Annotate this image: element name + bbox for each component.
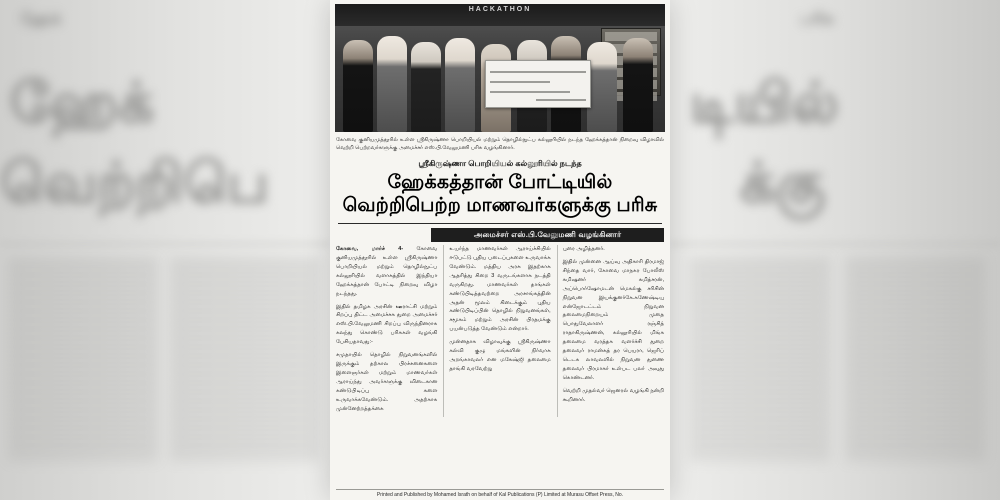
background-blur-text: வெற்றிபெ — [0, 151, 269, 214]
background-blur-text: பரிசு — [800, 11, 834, 28]
headline-line-1: ஹேக்கத்தான் போட்டியில் — [387, 171, 613, 193]
page-headline — [336, 171, 664, 217]
dateline: கோவை, மார்ச் 4- — [336, 246, 404, 253]
subhead-row — [336, 228, 664, 242]
article-columns — [336, 245, 664, 417]
person-figure — [587, 42, 617, 132]
subhead-bar: அமைச்சர் எஸ்.பி.வேலுமணி வழங்கினார் — [431, 228, 664, 242]
subhead-spacer — [336, 228, 431, 242]
headline-kicker: ஸ்ரீகிருஷ்ணா பொறியியல் கல்லூரியில் நடந்த — [418, 158, 582, 168]
article-column-2 — [443, 245, 550, 417]
paragraph: சமுதாயில் தொழில் நிறுவனங்களில் இருக்கும் தற்கால பிரச்சனைகளை இளைஞர்கள் மற்றும் மாணவர்கள் ஆராய்ந்து அவர்களுக்கு விடைகான கண்டுபிடிப்பு களை உருவாக்கவேண்டும். அதற்காக முன்னேற்றத்தக்கை — [336, 352, 438, 412]
headline-line-2: வெற்றிபெற்ற மாணவர்களுக்கு பரிசு — [342, 194, 658, 216]
background-rule — [0, 243, 330, 245]
person-figure — [343, 40, 373, 132]
paragraph: முன்னதாக விழாவுக்கு ஸ்ரீகிருஷ்ணா கல்வி குழு மங்களின் நிர்வாக அறங்காவலர் என மகேஷ்ஜி தலைமை தாங்கி வரவேற்று — [449, 339, 551, 372]
paragraph: புரை அழித்தனர். — [562, 246, 605, 253]
article-column-1 — [336, 245, 437, 417]
person-figure — [411, 42, 441, 132]
background-blur-text: ஹேக் — [20, 11, 62, 28]
publisher-imprint: Printed and Published by Mohamed Israth on behalf of Kal Publications (P) Limited at Murasu Offset Press, No. — [336, 489, 664, 498]
paragraph: வெற்றி முதல்வர் ஜெனரல் வழங்கி நன்றி கூறினார். — [562, 387, 664, 403]
headline-divider — [338, 223, 662, 224]
background-text-block — [845, 260, 985, 460]
paragraph: உயர்ந்த மாணவர்கள் ஆராய்ச்சியில் ஈடுபட்டு புதிய படைப்புகளை உருவாக்க வேண்டும். மத்திய அரசு இதற்காக ஆதரித்து சிறை 3 வருடங்களாக நடத்தி வருகிறது. மாணவர்கள் தாங்கள் கண்டுபிடித்தவற்றை அரசாங்கத்தின் அதன் மூலம் கிடைக்கும் புதிய கண்டுபிடிப்பின் தொழில் நிறுவனங்கள், சமூகம் மற்றும் அரசின் பிரதமக்கு பயன்படுத்த வேண்டும் என்றார். — [449, 246, 551, 333]
person-figure — [623, 38, 653, 132]
newspaper-article-page — [330, 0, 670, 500]
background-blur-text: க்கு — [740, 151, 826, 214]
background-text-block — [8, 260, 158, 460]
photo-caption: கோவை குனியமுத்தூரில் உள்ள ஸ்ரீகிருஷ்ணா பொறியியல் மற்றும் தொழில்நுட்ப கல்லூரியில் நடந்த ஹேக்கத்தான் நிறைவு விழாவில் வெற்றி பெற்றவர்களுக்கு அமைச்சர் எஸ்.பி.வேலுமணி பரிசு வழங்கினார். — [336, 137, 664, 152]
oversized-cheque — [485, 60, 591, 108]
person-figure — [445, 38, 475, 132]
background-blur-text: ஹேக் — [10, 71, 155, 134]
article-column-3 — [557, 245, 664, 417]
background-blur-text: டியில் — [690, 71, 839, 134]
background-text-block — [170, 260, 320, 460]
paragraph: கோவை, மார்ச் 4- கோவை குனியமுத்தூரில் உள்ள ஸ்ரீகிருஷ்ணா பொறியியல் மற்றும் தொழில்நுட்ப கல்லூரியில் வளாகத்தில் இந்தியா ஹேக்கத்தான் போட்டி நிறைவு விழா நடந்தது. — [336, 246, 438, 297]
background-text-block — [690, 260, 830, 460]
banner-text: HACKATHON — [468, 6, 532, 13]
event-photograph — [335, 4, 665, 132]
paragraph: இதில் முன்னை ஆய்வு அதிகாரி திரமாஜ் சிந்தை வார், கோவை மாநகர போலீஸ் கமிஷனர் கமித்சரன், அப்பொர்ஷோமடன் மெகல்கு சரிசின் நிறுவன இயக்குனர்கே.கணேஷ்டியு என்ஜோடட்டம் நிறுவன தலைமைநிறையம் முதை பொதுவேலாளர் ரஞ்சித் ராதாகிருஷ்ணன், கல்லூரியில் மிங்க தலைமை வரத்தக வளர்ச்சி துறை தலைவர் ராமன்கத் தர பெயரா, ஜெரிப் டெடக லாவலளில் நிறுவன துணை தலைவர் பிரமாகர் உள்பட பலர் அவுது கொண்டனர். — [562, 259, 664, 381]
stage-banner — [335, 4, 665, 26]
person-figure — [377, 36, 407, 132]
background-rule — [670, 243, 1000, 245]
paragraph: இதில் தமிழக அரசின் ஊராட்சி மற்றும் சிறப்பு திட்ட அமைச்சக துறை அமைச்சர் எஸ்.பி.வேலுமணி சிறப்பு விருந்தினராக கலந்து கொண்டு பரிசுகள் வழங்கி பேசியதாவது:- — [336, 303, 438, 346]
